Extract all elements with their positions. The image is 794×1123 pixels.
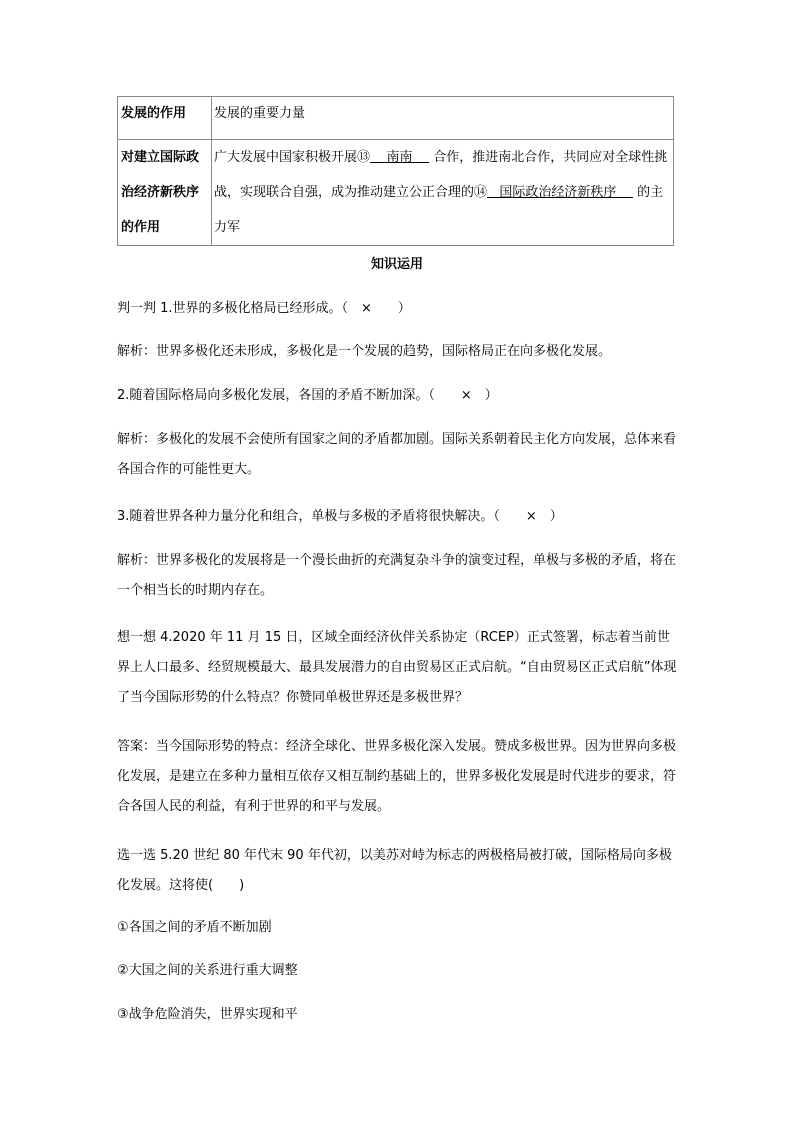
content-text: 合作，推进南北合作，共同应对全球性挑战，实现联合自强，成为推动建立公正合理的⑭: [214, 150, 668, 200]
row-content: [212, 140, 674, 246]
analysis-2: 解析：多极化的发展不会使所有国家之间的矛盾都加剧。国际关系朝着民主化方向发展，总体来看各国合作的可能性更大。: [117, 432, 677, 477]
option-2: ②大国之间的关系进行重大调整: [117, 963, 298, 978]
table-row: [118, 97, 674, 140]
answer-blank-14: 国际政治经济新秩序: [487, 185, 633, 200]
judge-question-1: 判一判 1.世界的多极化格局已经形成。（ × ）: [117, 301, 411, 316]
analysis-1: 解析：世界多极化还未形成，多极化是一个发展的趋势，国际格局正在向多极化发展。: [117, 344, 612, 359]
section-title: 知识运用: [370, 257, 423, 272]
option-1: ①各国之间的矛盾不断加剧: [117, 920, 272, 935]
answer-blank-13: 南南: [370, 150, 430, 165]
option-3: ③战争危险消失，世界实现和平: [117, 1007, 298, 1022]
summary-table: [117, 96, 674, 246]
analysis-3: 解析：世界多极化的发展将是一个漫长曲折的充满复杂斗争的演变过程，单极与多极的矛盾，将在一个相当长的时期内存在。: [117, 553, 677, 598]
table-row: [118, 140, 674, 246]
answer-4: 答案：当今国际形势的特点：经济全球化、世界多极化深入发展。赞成多极世界。因为世界向多极化发展，是建立在多种力量相互依存又相互制约基础上的，世界多极化发展是时代进步的要求，符合各国人民的利益，有利于世界的和平与发展。: [117, 739, 677, 814]
row-content: 发展的重要力量: [212, 97, 674, 140]
content-text: 的主力军: [214, 185, 664, 235]
judge-question-3: 3.随着世界各种力量分化和组合，单极与多极的矛盾将很快解决。（ × ）: [117, 509, 563, 524]
row-header: 对建立国际政治经济新秩序的作用: [118, 140, 212, 246]
content-text: 广大发展中国家积极开展⑬: [214, 150, 371, 165]
choice-question-5: 选一选 5.20 世纪 80 年代末 90 年代初，以美苏对峙为标志的两极格局被打破，国际格局向多极化发展。这将使( ): [117, 848, 672, 893]
row-header: 发展的作用: [118, 97, 212, 140]
judge-question-2: 2.随着国际格局向多极化发展，各国的矛盾不断加深。（ × ）: [117, 388, 498, 403]
think-question-4: 想一想 4.2020 年 11 月 15 日，区域全面经济伙伴关系协定（RCEP）正式签署，标志着当前世界上人口最多、经贸规模最大、最具发展潜力的自由贸易区正式启航。“自由贸易区正式启航”体现了当今国际形势的什么特点？你赞同单极世界还是多极世界？: [117, 630, 677, 705]
